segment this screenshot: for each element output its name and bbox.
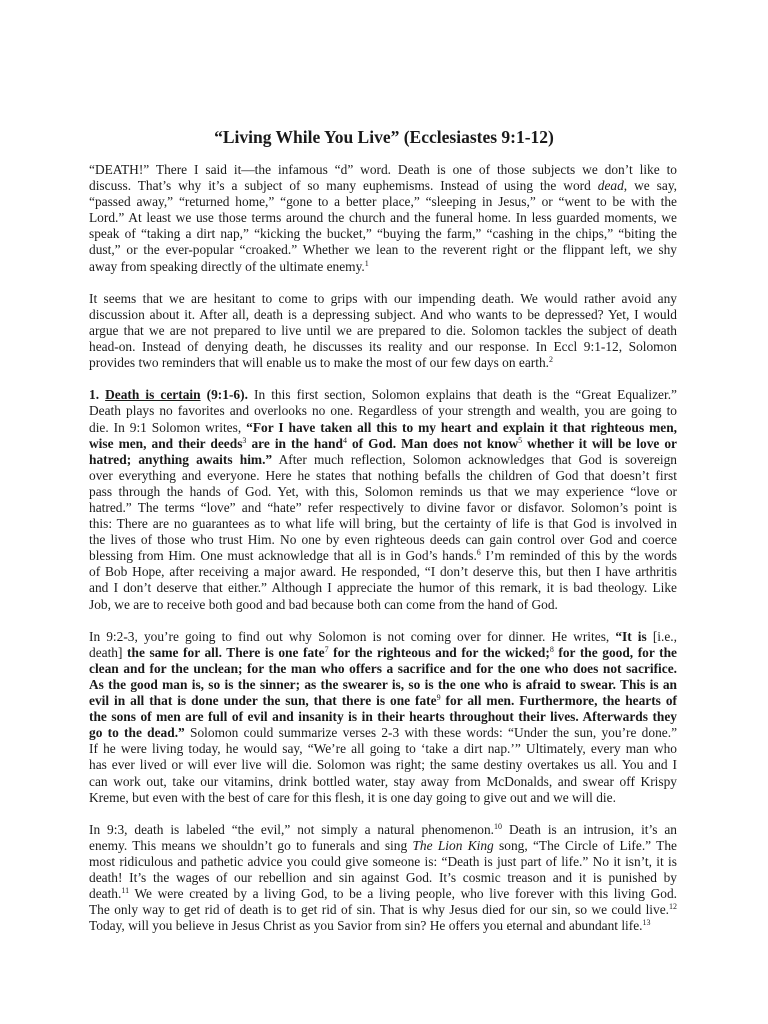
text-line — [89, 291, 677, 307]
text-line — [89, 838, 677, 854]
text-line — [89, 355, 677, 371]
text-line — [89, 677, 677, 693]
text-run: The only way to get rid of death is to get rid of sin. That is why Jesus died for our sin, so we could live. — [89, 902, 669, 918]
text-run: the same for all. There is one fate — [127, 644, 325, 660]
text-line — [89, 178, 677, 194]
text-run: “For I have taken all this to my heart and explain it that righteous men, — [246, 419, 677, 435]
text-line — [89, 162, 677, 178]
paragraph — [89, 162, 677, 275]
paragraph — [89, 822, 677, 935]
text-line — [89, 484, 677, 500]
document-body — [89, 162, 677, 935]
footnote-marker: 10 — [494, 821, 503, 831]
text-line — [89, 323, 677, 339]
footnote-marker: 8 — [549, 644, 554, 654]
text-run: pass through the hands of God. Yet, with this, Solomon reminds us that we may experience “love or — [89, 483, 677, 499]
footnote-marker: 12 — [669, 902, 677, 912]
text-run: It seems that we are hesitant to come to grips with our impending death. We would rather avoid any — [89, 290, 677, 306]
text-line — [89, 854, 677, 870]
text-run: After much reflection, Solomon acknowledges that God is sovereign — [272, 451, 677, 467]
text-line — [89, 822, 677, 838]
text-run: In this first section, Solomon explains that death is the “Great Equalizer.” — [247, 387, 678, 403]
paragraph — [89, 291, 677, 371]
text-run: Death is certain — [105, 387, 201, 403]
footnote-marker: 13 — [642, 918, 651, 928]
text-run: , we say, — [623, 178, 678, 194]
text-line — [89, 420, 677, 436]
text-run: most ridiculous and pathetic advice you could give someone is: “Death is just part of life.” No it isn’t, it is — [89, 854, 677, 870]
footnote-marker: 7 — [324, 644, 329, 654]
footnote-marker: 11 — [121, 886, 130, 896]
text-run: We were created by a living God, to be a living people, who live forever with this living God. — [129, 886, 677, 902]
text-line — [89, 548, 677, 564]
text-line — [89, 242, 677, 258]
text-run: discussion about it. After all, death is a depressing subject. And who wants to be depressed? Yet, I would — [89, 306, 677, 322]
text-run: [i.e., — [646, 628, 677, 644]
text-run: for all men. Furthermore, the hearts of — [440, 693, 677, 709]
text-run: evil in all that is done under the sun, that there is one fate — [89, 693, 437, 709]
text-run: this: There are no guarantees as to what life will bring, but the certainty of life is that God is involved in — [89, 516, 677, 532]
text-run: “It is — [615, 628, 647, 644]
text-run: Solomon could summarize verses 2-3 with these words: “Under the sun, you’re done.” — [184, 725, 678, 741]
text-line — [89, 516, 677, 532]
text-line — [89, 918, 677, 934]
text-line — [89, 725, 677, 741]
text-run: song, “The Circle of Life.” The — [493, 837, 677, 853]
text-line — [89, 790, 677, 806]
text-run: speak of “taking a dirt nap,” “kicking the bucket,” “buying the farm,” “cashing in the chips,” “biting the — [89, 226, 677, 242]
text-run: enemy. This means we shouldn’t go to funerals and sing — [89, 837, 413, 853]
footnote-marker: 6 — [476, 548, 481, 558]
text-run: Kreme, but even with the best of care for this flesh, it is one day going to give out and we will die. — [89, 789, 616, 805]
footnote-marker: 2 — [549, 355, 554, 365]
paragraph — [89, 387, 677, 612]
text-run: for the good, for the — [553, 644, 677, 660]
text-run: wise men, and their deeds — [89, 435, 243, 451]
text-line — [89, 226, 677, 242]
text-line — [89, 259, 677, 275]
text-run: clean and for the unclean; for the man who offers a sacrifice and for the one who does not sacrifice. — [89, 660, 677, 676]
text-run: death] — [89, 644, 128, 660]
footnote-marker: 9 — [436, 693, 441, 703]
text-run: die. In 9:1 Solomon writes, — [89, 419, 247, 435]
paragraph — [89, 629, 677, 806]
text-run: can work out, take our vitamins, drink bottled water, stay away from McDonalds, and swear off Krispy — [89, 773, 677, 789]
text-line — [89, 774, 677, 790]
text-line — [89, 580, 677, 596]
text-run: (9:1-6). — [200, 387, 248, 403]
text-run: of Bob Hope, after receiving a major award. He responded, “I don’t deserve this, but then I have arthritis — [89, 564, 677, 580]
text-line — [89, 741, 677, 757]
text-run: the lives of those who trust Him. No one by even righteous deeds can gain control over God and coerce — [89, 532, 677, 548]
text-run: death. — [89, 886, 122, 902]
document-title: “Living While You Live” (Ecclesiastes 9:1-12) — [214, 127, 554, 147]
text-run: whether it will be love or — [522, 435, 678, 451]
text-line — [89, 693, 677, 709]
text-line — [89, 210, 677, 226]
text-run: As the good man is, so is the sinner; as the swearer is, so is the one who is afraid to swear. This is an — [89, 677, 677, 692]
text-run: go to the dead.” — [89, 725, 185, 741]
text-run: argue that we are not prepared to live until we are prepared to die. Solomon tackles the subject of death — [89, 322, 677, 338]
text-line — [89, 307, 677, 323]
text-run: over everything and everyone. Here he states that nothing befalls the children of God that doesn’t first — [89, 467, 677, 483]
text-run: “DEATH!” There I said it—the infamous “d” word. Death is one of those subjects we don’t like to — [89, 162, 677, 177]
text-run: provides two reminders that will enable us to make the most of our few days on earth. — [89, 355, 550, 371]
text-line — [89, 629, 677, 645]
footnote-marker: 4 — [342, 435, 347, 445]
footnote-marker: 5 — [518, 435, 523, 445]
text-line — [89, 468, 677, 484]
text-line — [89, 709, 677, 725]
text-run: 1. — [89, 387, 106, 403]
text-run: are in the hand — [246, 435, 343, 451]
text-line — [89, 564, 677, 580]
text-run: In 9:2-3, you’re going to find out why Solomon is not coming over for dinner. He writes, — [89, 628, 616, 644]
text-run: and I don’t deserve that either.” Although I appreciate the humor of this remark, it is bad theology. Like — [89, 580, 677, 596]
text-run: Death plays no favorites and overlooks no one. Regardless of your strength and wealth, you are going to — [89, 403, 677, 419]
text-line — [89, 645, 677, 661]
text-line — [89, 194, 677, 210]
text-line — [89, 339, 677, 355]
text-run: discuss. That’s why it’s a subject of so many euphemisms. Instead of using the word — [89, 178, 598, 194]
text-run: blessing from Him. One must acknowledge that all is in God’s hands. — [89, 548, 477, 564]
text-line — [89, 870, 677, 886]
text-run: death! It’s the wages of our rebellion and sin against God. It’s cosmic treason and it is punished by — [89, 870, 677, 886]
text-line — [89, 597, 677, 613]
text-run: “passed away,” “returned home,” “gone to a better place,” “sleeping in Jesus,” or “went to be with the — [89, 194, 677, 210]
text-run: dead — [597, 178, 624, 194]
text-run: In 9:3, death is labeled “the evil,” not simply a natural phenomenon. — [89, 821, 495, 837]
text-line — [89, 387, 677, 403]
text-line — [89, 902, 677, 918]
text-run: Death is an intrusion, it’s an — [502, 821, 677, 837]
text-line — [89, 452, 677, 468]
text-line — [89, 403, 677, 419]
text-run: Today, will you believe in Jesus Christ as you Savior from sin? He offers you eternal and abundant life. — [89, 918, 643, 934]
text-line — [89, 886, 677, 902]
text-run: the sons of men are full of evil and insanity is in their hearts throughout their lives. Afterwards they — [89, 709, 677, 725]
text-line — [89, 436, 677, 452]
text-run: has ever lived or will ever live will die. Solomon was right; the same destiny overtakes us all. You and I — [89, 757, 677, 773]
text-run: dust,” or the ever-popular “croaked.” Whether we lean to the reverent right or the flippant left, we shy — [89, 242, 677, 258]
text-run: of God. Man does not know — [346, 435, 519, 451]
text-run: Lord.” At least we use those terms around the church and the funeral home. In less guarded moments, we — [89, 210, 677, 226]
text-run: away from speaking directly of the ultimate enemy. — [89, 258, 365, 274]
text-run: Job, we are to receive both good and bad because both can come from the hand of God. — [89, 596, 558, 612]
footnote-marker: 3 — [242, 435, 247, 445]
text-run: hatred.” The terms “love” and “hate” refer respectively to divine favor or disfavor. Solomon’s point is — [89, 499, 677, 515]
footnote-marker: 1 — [364, 258, 369, 268]
text-run: head-on. Instead of denying death, he discusses its reality and our response. In Eccl 9:1-12, Solomon — [89, 339, 677, 355]
text-line — [89, 532, 677, 548]
text-line — [89, 500, 677, 516]
text-run: The Lion King — [412, 837, 494, 853]
text-run: If he were living today, he would say, “We’re all going to ‘take a dirt nap.’” Ultimately, every man who — [89, 741, 677, 757]
text-run: I’m reminded of this by the words — [480, 548, 677, 564]
text-line — [89, 757, 677, 773]
text-run: hatred; anything awaits him.” — [89, 451, 273, 467]
text-run: for the righteous and for the wicked; — [328, 644, 550, 660]
text-line — [89, 661, 677, 677]
